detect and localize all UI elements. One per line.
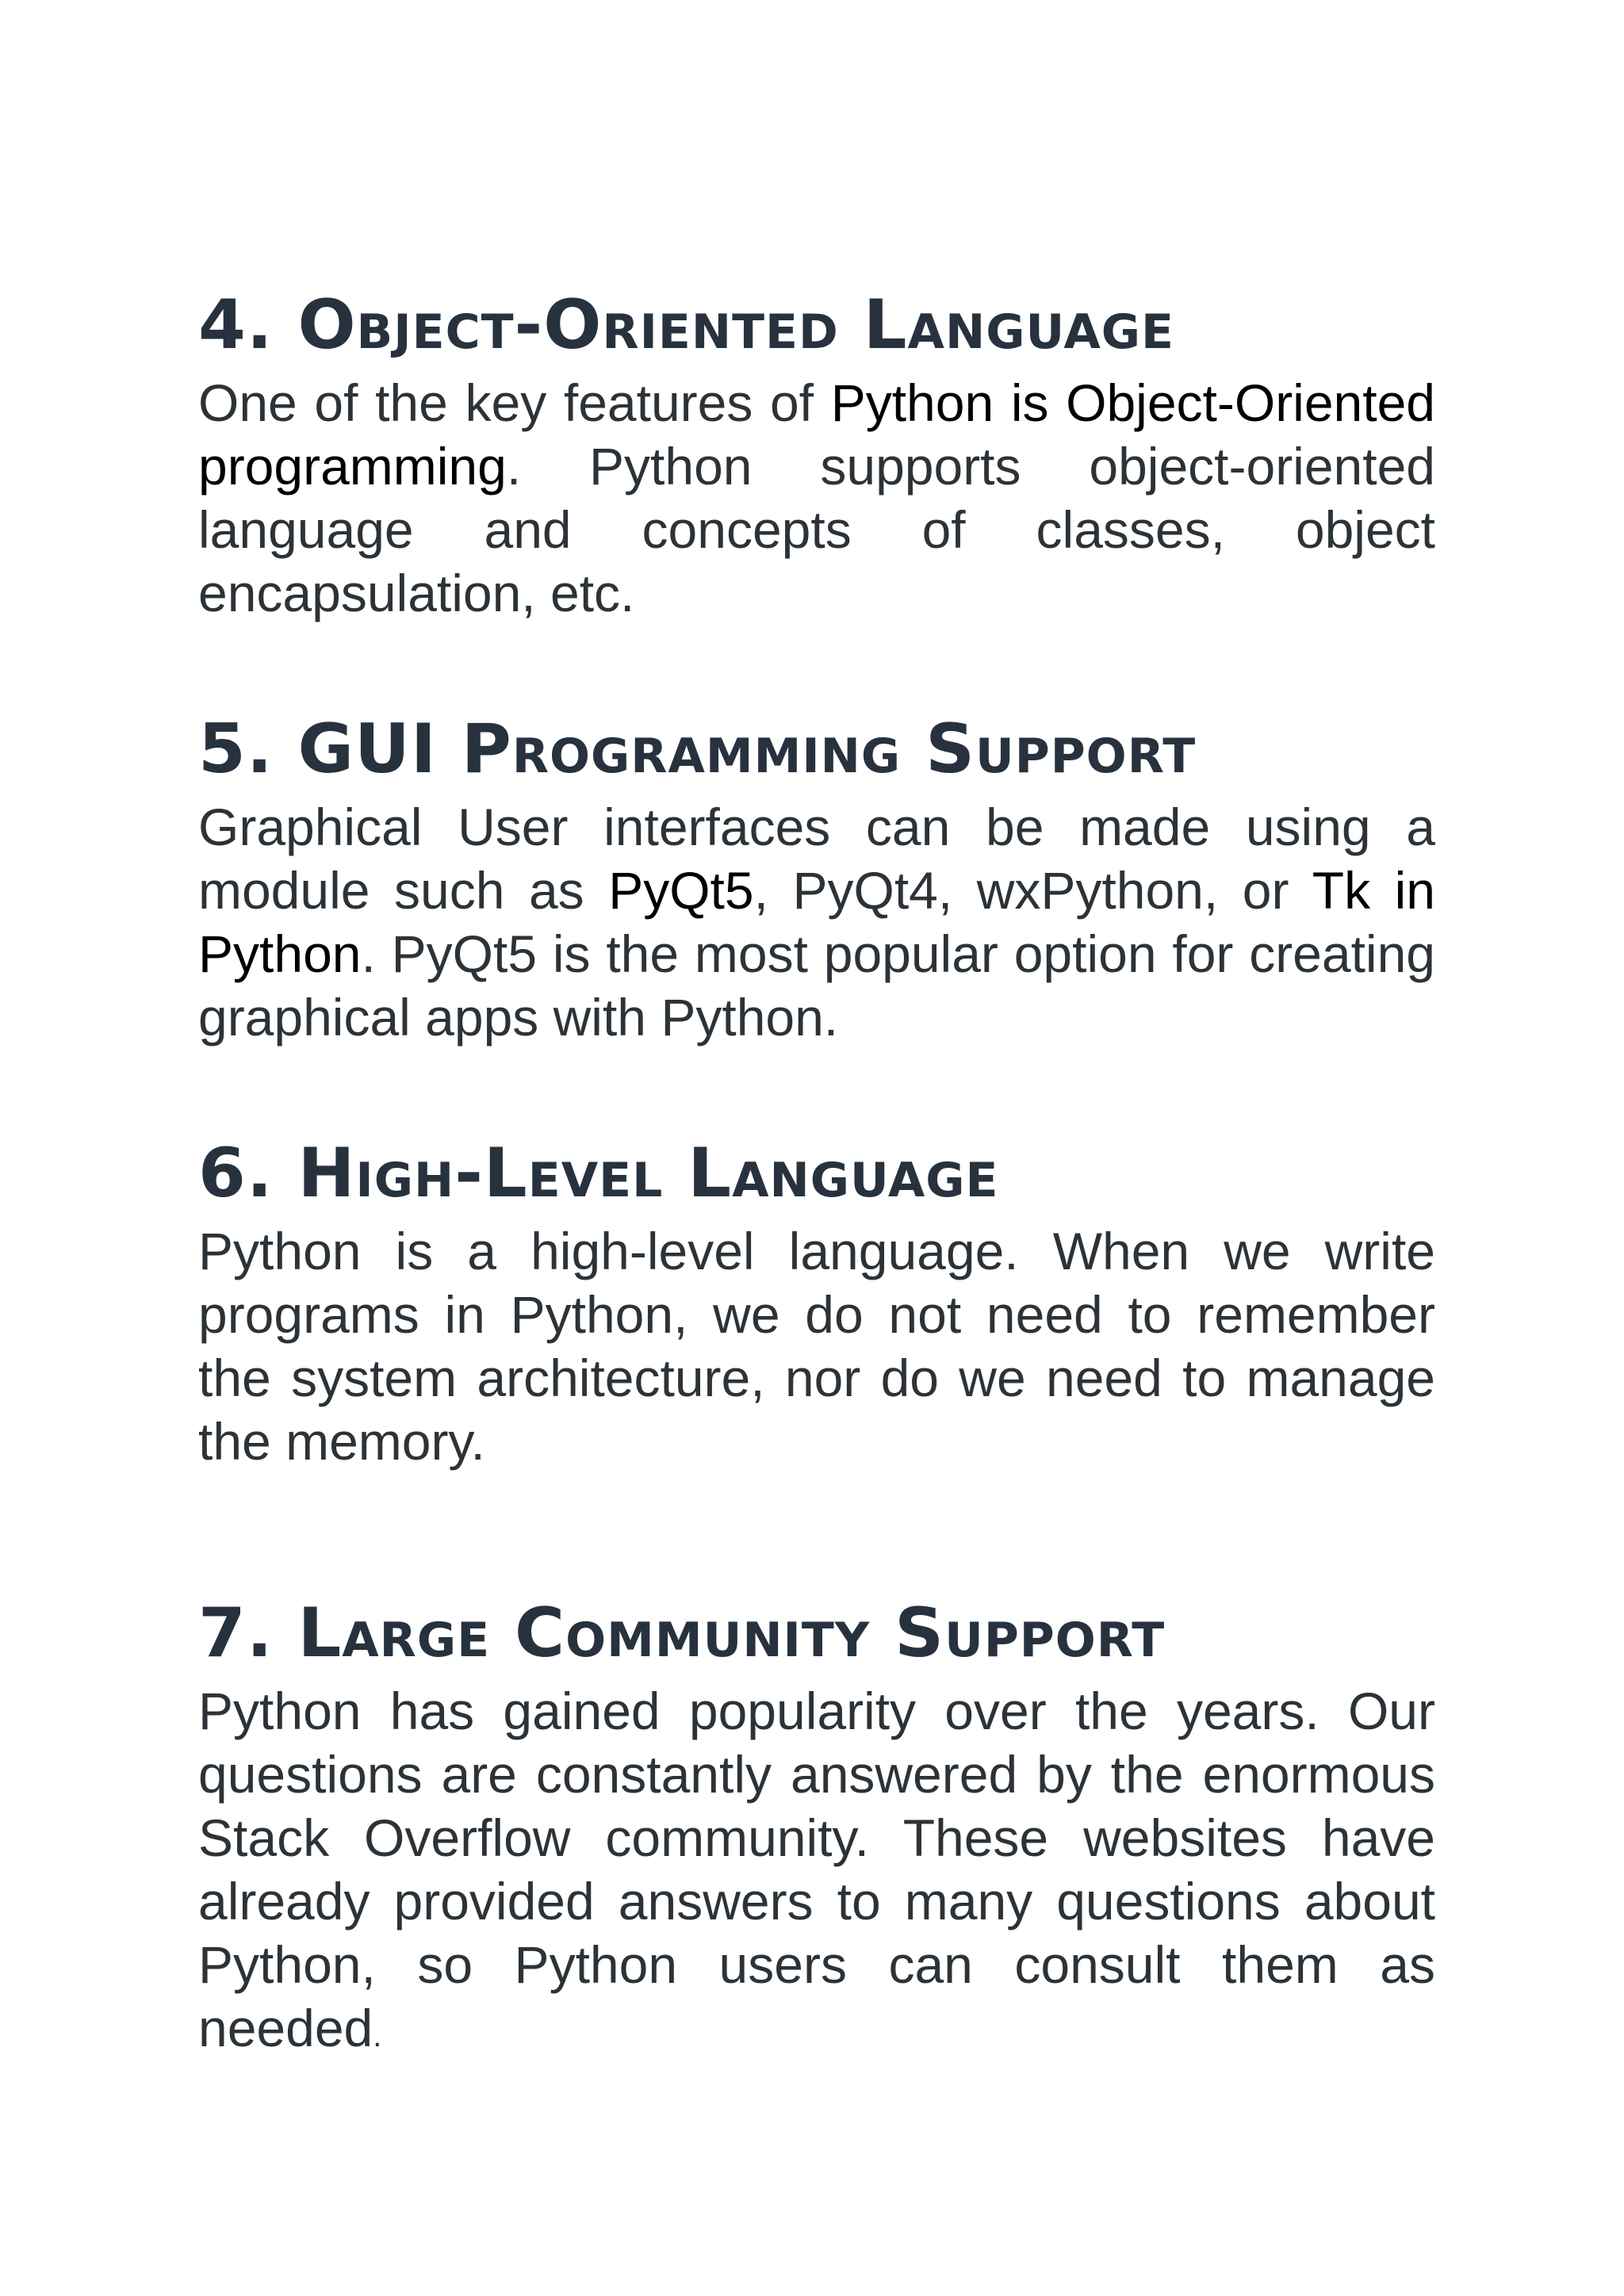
- section-heading: 6. High-Level Language: [198, 1134, 999, 1213]
- section-community-support: [198, 1594, 1435, 2068]
- section-heading: 4. Object-Oriented Language: [198, 285, 1174, 365]
- text-run-highlight: Python is Object-Oriented programming: [198, 373, 1435, 496]
- text-run-period: .: [373, 2019, 382, 2053]
- text-run: . Python supports object-oriented language and concepts of classes, object encapsulation, etc.: [198, 437, 1435, 622]
- section-gui-programming: [198, 710, 1435, 1049]
- text-run: Graphical User interfaces can be made using a module such as: [198, 798, 1435, 920]
- text-run: One of the key features of: [198, 373, 831, 432]
- text-run-highlight: Tk in Python: [198, 861, 1435, 983]
- text-run: , PyQt4, wxPython, or: [753, 861, 1312, 920]
- section-paragraph: [198, 371, 1435, 625]
- section-object-oriented: [198, 285, 1435, 625]
- section-paragraph: [198, 1679, 1435, 2068]
- section-paragraph: Python is a high-level language. When we write programs in Python, we do not need to remember the system architecture, nor do we need to manage the memory.: [198, 1222, 1435, 1471]
- text-run: . PyQt5 is the most popular option for creating graphical apps with Python.: [198, 924, 1435, 1047]
- section-paragraph: [198, 795, 1435, 1049]
- section-high-level: [198, 1134, 1435, 1473]
- text-run-highlight: PyQt5: [608, 861, 754, 920]
- text-run: Python has gained popularity over the years. Our questions are constantly answered by the enormous Stack Overflow community. These websites have already provided answers to many questions about Python, so Python users can consult them as needed: [198, 1682, 1435, 2057]
- section-heading: 5. GUI Programming Support: [198, 710, 1197, 789]
- section-heading: 7. Large Community Support: [198, 1594, 1166, 1673]
